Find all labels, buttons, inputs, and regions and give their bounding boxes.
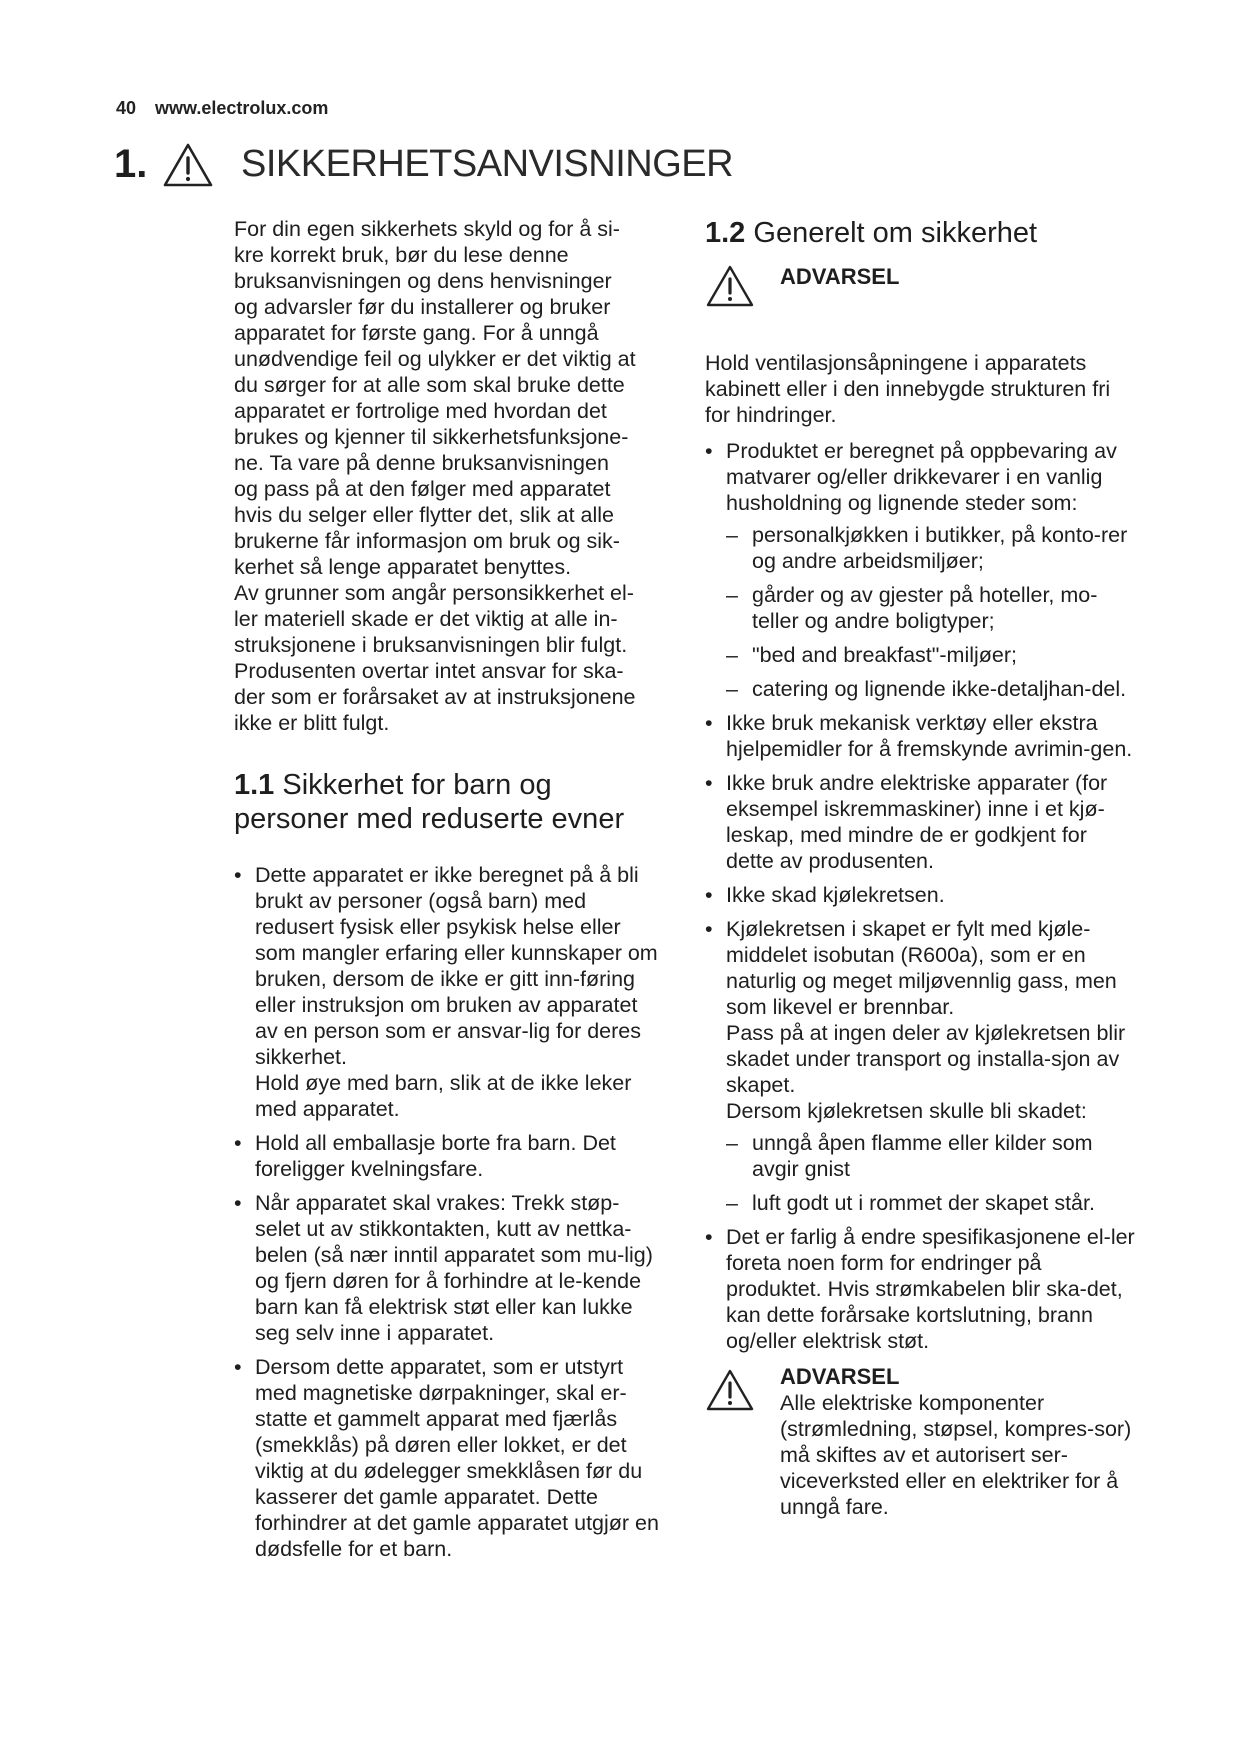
intro-line: ne. Ta vare på denne bruksanvisningen [234, 451, 609, 475]
warning-title: ADVARSEL [780, 264, 900, 289]
list-item [705, 916, 1135, 1216]
section-1-2-number: 1.2 [705, 217, 746, 249]
intro-line: kerhet så lenge apparatet benyttes. [234, 555, 572, 579]
chapter-title: SIKKERHETSANVISNINGER [241, 143, 734, 185]
intro-line: hvis du selger eller flytter det, slik at alle [234, 503, 614, 527]
intro-line: apparatet for første gang. For å unngå [234, 321, 599, 345]
intro-line: du sørger for at alle som skal bruke dette [234, 373, 625, 397]
intro-line: ikke er blitt fulgt. [234, 711, 390, 735]
bullet-note: Dersom kjølekretsen skulle bli skadet: [726, 1099, 1087, 1123]
section-1-1-title-line1: Sikkerhet for barn og [282, 769, 552, 801]
intro-line: kre korrekt bruk, bør du lese denne [234, 243, 569, 267]
warning-triangle-icon [705, 1368, 755, 1412]
right-column [705, 216, 1135, 1520]
bullet-text: • Kjølekretsen i skapet er fylt med kjøle-middelet isobutan (R600a), som er en naturlig og meget miljøvennlig gass, men som likevel er brennbar. [726, 917, 1117, 1019]
intro-line: ler materiell skade er det viktig at alle in- [234, 607, 618, 631]
warning-triangle-icon [162, 142, 214, 188]
section-1-1-heading [234, 768, 664, 836]
list-item: • Ikke bruk mekanisk verktøy eller ekstra hjelpemidler for å fremskynde avrimin-gen. [705, 710, 1135, 762]
intro-line: bruksanvisningen og dens henvisninger [234, 269, 612, 293]
dash-item: – gårder og av gjester på hoteller, mo-teller og andre boligtyper; [726, 582, 1135, 634]
warning-triangle-icon [705, 264, 755, 308]
section-1-2-title: Generelt om sikkerhet [753, 217, 1038, 249]
page-header [116, 98, 328, 119]
list-item: • Ikke bruk andre elektriske apparater (for eksempel iskremmaskiner) inne i et kjø-leskap, med mindre de er godkjent for dette av produsenten. [705, 770, 1135, 874]
warning-block [705, 1364, 1135, 1520]
dash-item: – luft godt ut i rommet der skapet står. [726, 1190, 1135, 1216]
intro-line: Av grunner som angår personsikkerhet el- [234, 581, 634, 605]
intro-line: struksjonene i bruksanvisningen blir fulgt. [234, 633, 628, 657]
page-number: 40 [116, 98, 137, 118]
left-column [234, 216, 664, 1570]
chapter-number: 1. [114, 142, 148, 186]
section-1-2-list [705, 438, 1135, 1354]
section-1-2-heading [705, 216, 1135, 250]
dash-list [726, 522, 1135, 702]
list-item: • Det er farlig å endre spesifikasjonene el-ler foreta noen form for endringer på produktet. Hvis strømkabelen blir ska-det, kan dette forårsake kortslutning, brann og/eller elektrisk støt. [705, 1224, 1135, 1354]
list-item: • Hold all emballasje borte fra barn. Det foreligger kvelningsfare. [234, 1130, 664, 1182]
list-item: • Dersom dette apparatet, som er utstyrt med magnetiske dørpakninger, skal er-statte et gammelt apparat med fjærlås (smekklås) på døren eller lokket, er det viktig at du ødelegger smekklåsen før du kasserer det gamle apparatet. Dette forhindrer at det gamle apparatet utgjør en dødsfelle for et barn. [234, 1354, 664, 1562]
intro-line: Produsenten overtar intet ansvar for ska- [234, 659, 624, 683]
dash-item: – "bed and breakfast"-miljøer; [726, 642, 1135, 668]
intro-line: brukes og kjenner til sikkerhetsfunksjone- [234, 425, 629, 449]
list-item [705, 438, 1135, 702]
bullet-text: • Dette apparatet er ikke beregnet på å bli brukt av personer (også barn) med redusert fysisk eller psykisk helse eller som mangler erfaring eller kunnskaper om bruken, dersom de ikke er gitt inn-føring eller instruksjon om bruken av apparatet av en person som er ansvar-lig for deres sikkerhet. [255, 863, 658, 1069]
warning-title: ADVARSEL [780, 1364, 900, 1389]
intro-paragraph [234, 216, 664, 736]
list-item [234, 862, 664, 1122]
intro-line: For din egen sikkerhets skyld og for å si- [234, 217, 620, 241]
intro-line: brukerne får informasjon om bruk og sik- [234, 529, 620, 553]
warning-text: Hold ventilasjonsåpningene i apparatets kabinett eller i den innebygde strukturen fri for hindringer. [705, 351, 1111, 427]
dash-item: – catering og lignende ikke-detaljhan-del. [726, 676, 1135, 702]
section-1-1-number: 1.1 [234, 769, 275, 801]
warning-body [780, 1364, 1135, 1520]
intro-line: apparatet er fortrolige med hvordan det [234, 399, 607, 423]
warning-block [705, 264, 1135, 338]
warning-text: Alle elektriske komponenter (strømledning, støpsel, kompres-sor) må skiftes av et autorisert ser-viceverksted eller en elektriker for å unngå fare. [780, 1391, 1132, 1519]
section-1-1-list [234, 862, 664, 1562]
intro-line: og advarsler før du installerer og bruker [234, 295, 611, 319]
intro-line: og pass på at den følger med apparatet [234, 477, 611, 501]
list-item: • Ikke skad kjølekretsen. [705, 882, 1135, 908]
bullet-note: Pass på at ingen deler av kjølekretsen blir skadet under transport og installa-sjon av skapet. [726, 1021, 1126, 1097]
bullet-text: • Produktet er beregnet på oppbevaring av matvarer og/eller drikkevarer i en vanlig husholdning og lignende steder som: [726, 439, 1117, 515]
intro-line: unødvendige feil og ulykker er det viktig at [234, 347, 636, 371]
section-1-1-title-line2: personer med reduserte evner [234, 803, 625, 835]
dash-item: – personalkjøkken i butikker, på konto-rer og andre arbeidsmiljøer; [726, 522, 1135, 574]
dash-list [726, 1130, 1135, 1216]
bullet-note: Hold øye med barn, slik at de ikke leker med apparatet. [255, 1071, 632, 1121]
intro-line: der som er forårsaket av at instruksjonene [234, 685, 636, 709]
list-item: • Når apparatet skal vrakes: Trekk støp-selet ut av stikkontakten, kutt av nettka-belen (så nær inntil apparatet som mu-lig) og fjern døren for å forhindre at le-kende barn kan få elektrisk støt eller kan lukke seg selv inne i apparatet. [234, 1190, 664, 1346]
header-site: www.electrolux.com [155, 98, 329, 118]
dash-item: – unngå åpen flamme eller kilder som avgir gnist [726, 1130, 1135, 1182]
